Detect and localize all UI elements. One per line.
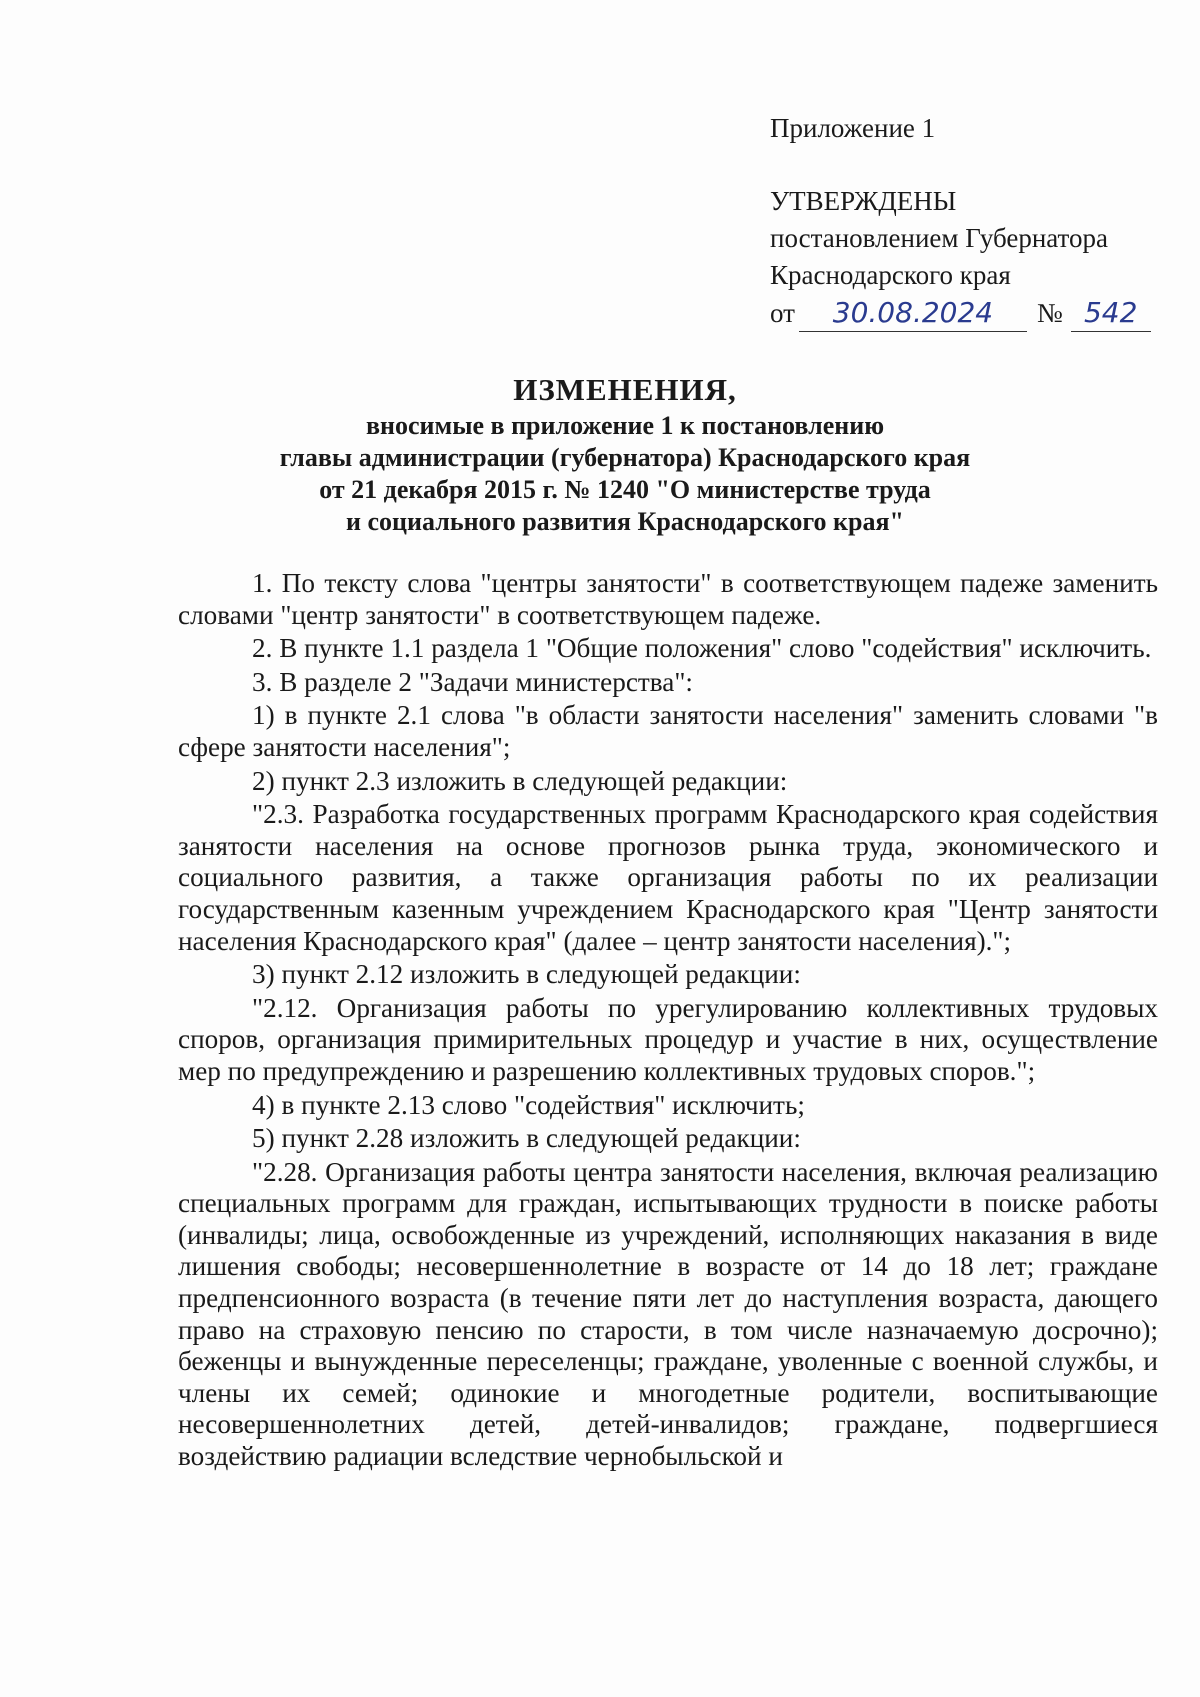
date-prefix: от <box>770 298 795 328</box>
approval-block <box>770 110 1170 332</box>
paragraph-8: "2.12. Организация работы по урегулированию коллективных трудовых споров, организация примирительных процедур и участие в них, осуществление мер по предупреждению и разрешению коллективных трудовых споров."; <box>178 992 1158 1086</box>
approved-label: УТВЕРЖДЕНЫ <box>770 186 957 216</box>
number-sign: № <box>1036 298 1063 328</box>
paragraph-4: 1) в пункте 2.1 слова "в области занятости населения" заменить словами "в сфере занятости населения"; <box>178 700 1158 762</box>
handwritten-date: 30.08.2024 <box>799 294 1027 332</box>
handwritten-number: 542 <box>1071 294 1151 332</box>
title-line-2: главы администрации (губернатора) Краснодарского края <box>279 443 971 472</box>
paragraph-11: "2.28. Организация работы центра занятости населения, включая реализацию специальных программ для граждан, испытывающих трудности в поиске работы (инвалиды; лица, освобожденные из учреждений, исполняющих наказания в виде лишения свободы; несовершеннолетние в возрасте от 14 до 18 лет; граждане предпенсионного возраста (в течение пяти лет до наступления возраста, дающего право на страховую пенсию по старости, в том числе назначаемую досрочно); беженцы и вынужденные переселенцы; граждане, уволенные с военной службы, и члены их семей; одинокие и многодетные родители, воспитывающие несовершеннолетних детей, детей-инвалидов; граждане, подвергшиеся воздействию радиации вследствие чернобыльской и <box>178 1156 1158 1472</box>
paragraph-6: "2.3. Разработка государственных программ Краснодарского края содействия занятости населения на основе прогнозов рынка труда, экономического и социального развития, а также организация работы по их реализации государственным казенным учреждением Краснодарского края "Центр занятости населения Краснодарского края" (далее – центр занятости населения)."; <box>178 799 1158 956</box>
paragraph-3: 3. В разделе 2 "Задачи министерства": <box>252 666 693 697</box>
paragraph-10: 5) пункт 2.28 изложить в следующей редакции: <box>252 1123 801 1154</box>
appendix-label: Приложение 1 <box>770 113 936 143</box>
paragraph-2: 2. В пункте 1.1 раздела 1 "Общие положения" слово "содействия" исключить. <box>252 633 1152 664</box>
document-body <box>178 568 1158 1473</box>
title-line-4: и социального развития Краснодарского края" <box>346 507 904 536</box>
title-main: ИЗМЕНЕНИЯ, <box>513 372 737 407</box>
approved-by-line1: постановлением Губернатора <box>770 223 1108 253</box>
title-line-3: от 21 декабря 2015 г. № 1240 "О министерстве труда <box>319 475 931 504</box>
paragraph-1: 1. По тексту слова "центры занятости" в соответствующем падеже заменить словами "центр занятости" в соответствующем падеже. <box>178 568 1158 630</box>
paragraph-5: 2) пункт 2.3 изложить в следующей редакции: <box>252 765 788 796</box>
document-title <box>170 370 1080 538</box>
approval-date-row <box>770 294 1170 332</box>
paragraph-7: 3) пункт 2.12 изложить в следующей редакции: <box>252 959 801 990</box>
paragraph-9: 4) в пункте 2.13 слово "содействия" исключить; <box>252 1089 805 1120</box>
title-line-1: вносимые в приложение 1 к постановлению <box>365 411 885 440</box>
approved-by-line2: Краснодарского края <box>770 260 1011 290</box>
